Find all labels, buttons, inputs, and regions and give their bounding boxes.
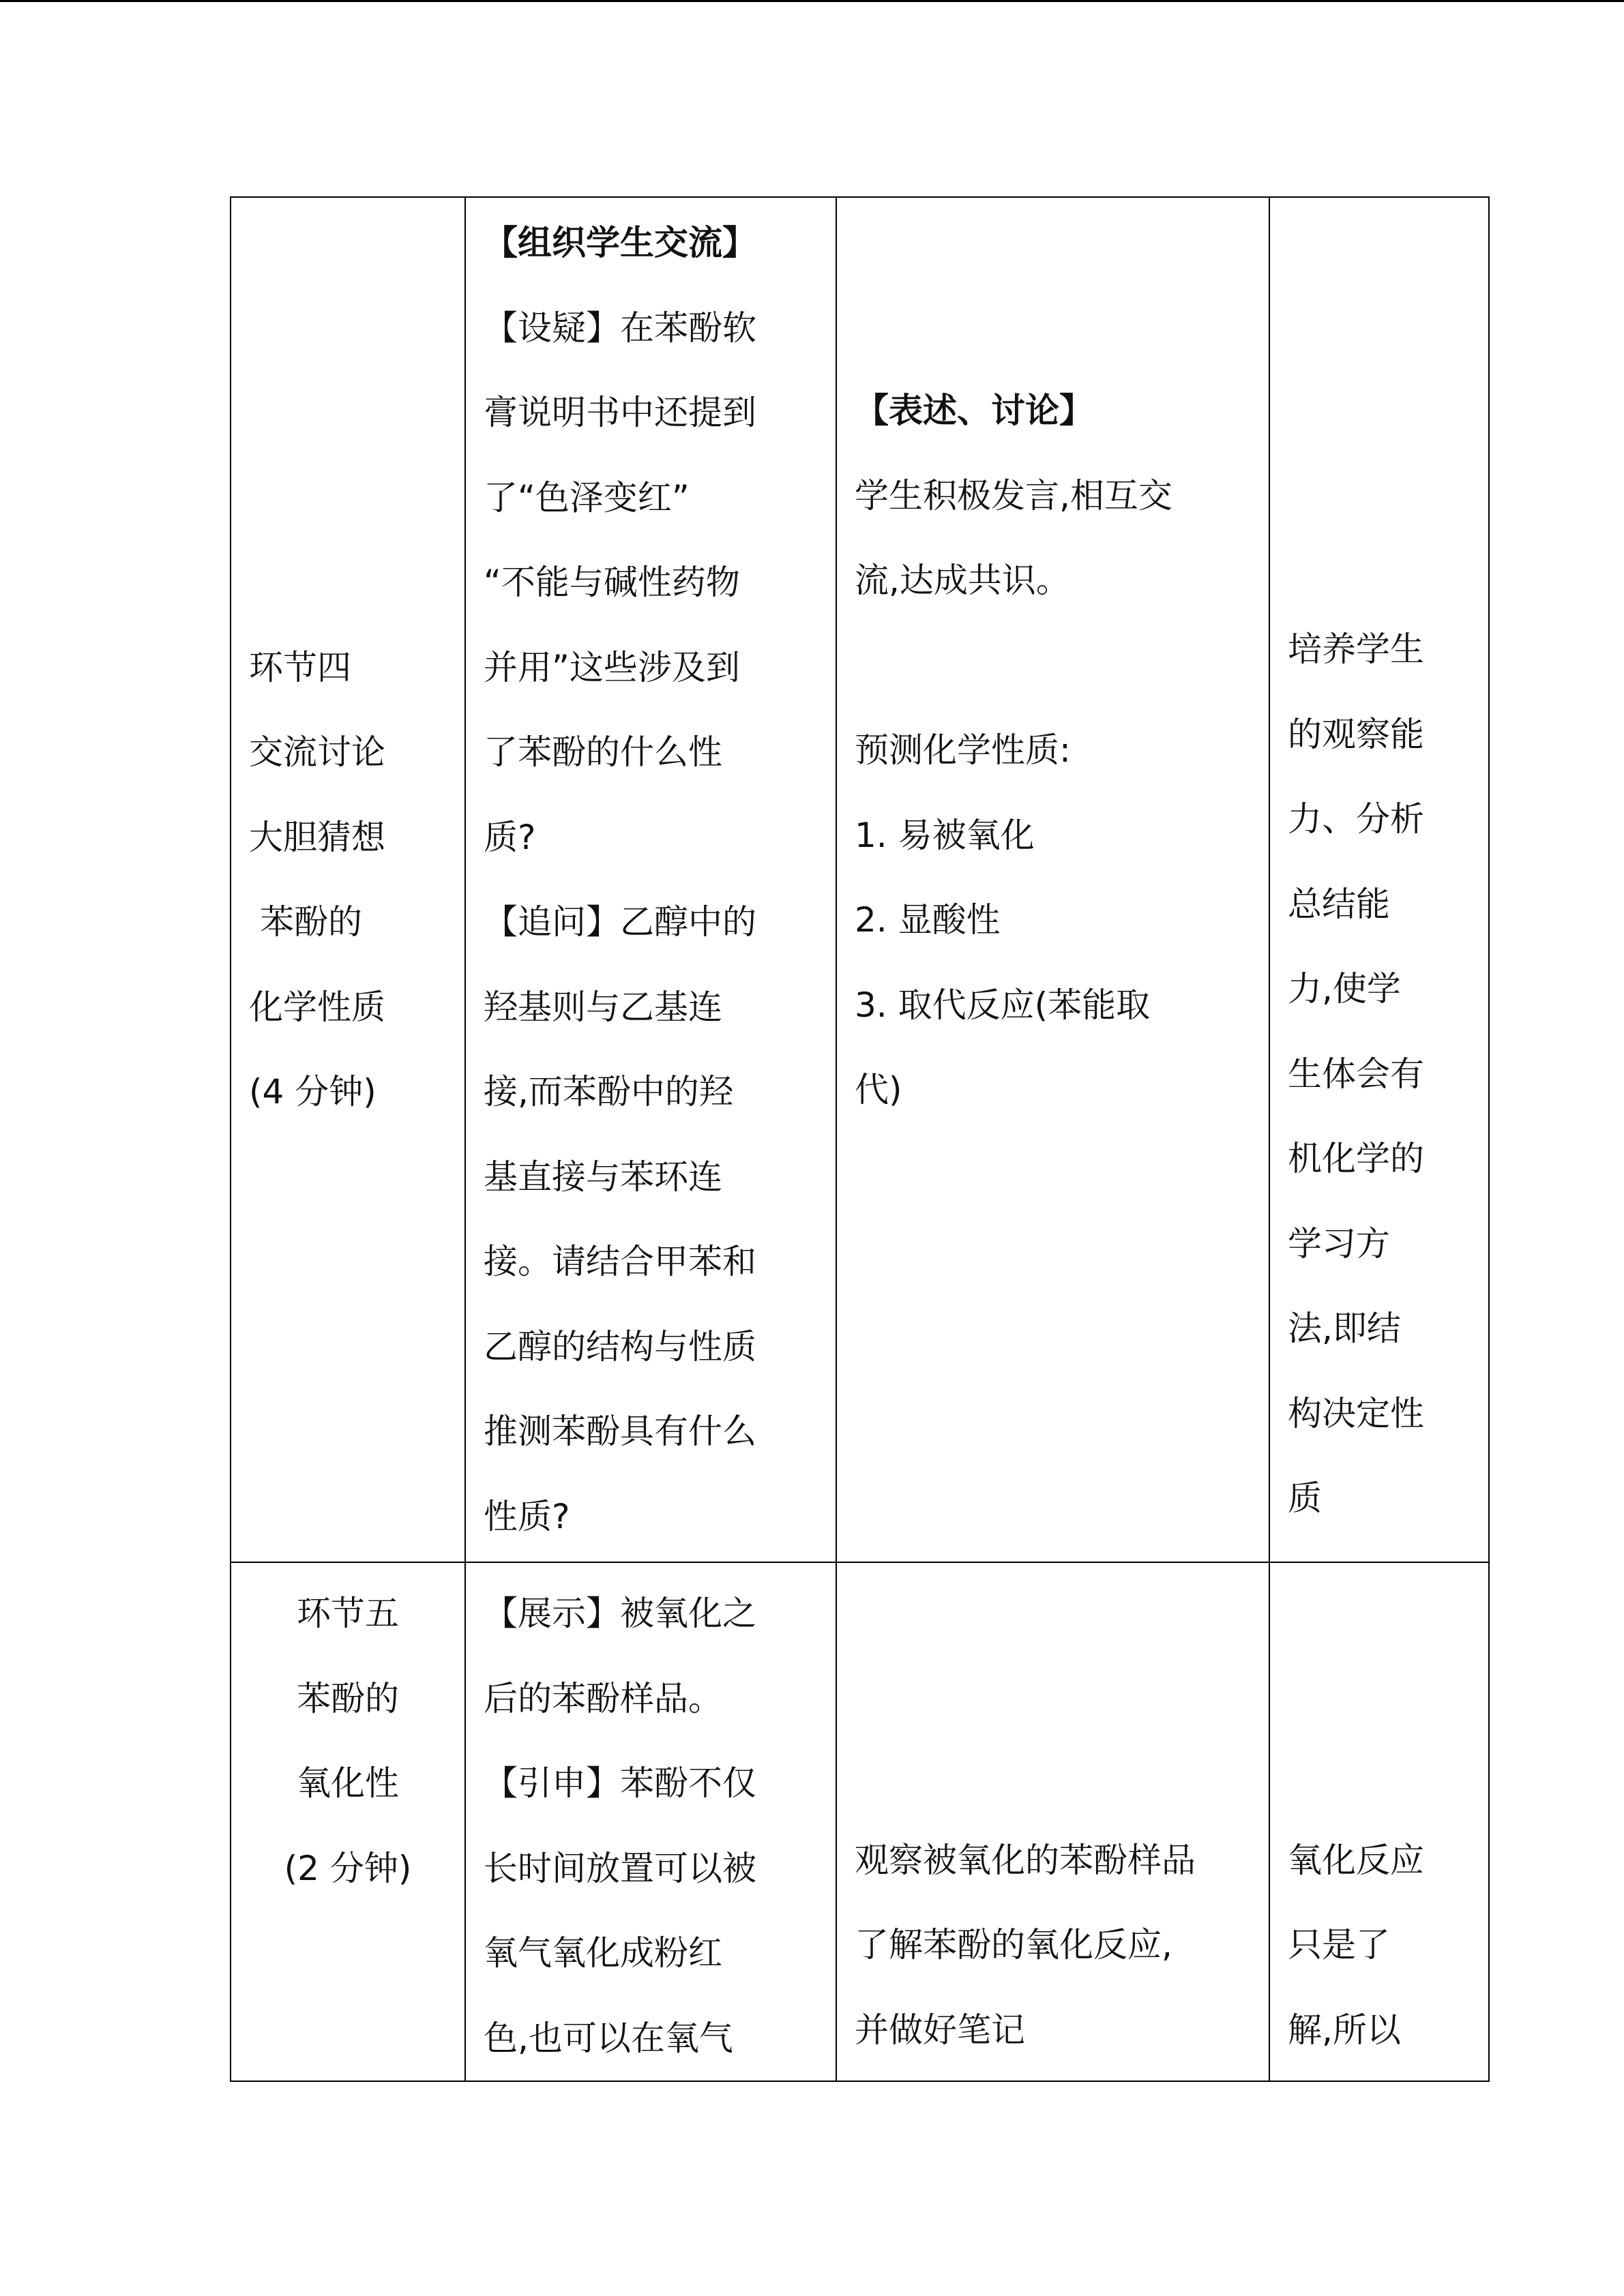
table-row [231, 197, 1489, 1562]
student-line: 了解苯酚的氧化反应, [855, 1925, 1172, 1965]
intent-line: 构决定性 [1288, 1393, 1424, 1433]
teacher-line: 【引申】苯酚不仅 [484, 1763, 756, 1803]
stage-line: 环节五 [297, 1594, 399, 1633]
stage-line: 大胆猜想 [249, 817, 385, 857]
teacher-line: 质? [484, 817, 536, 857]
teacher-line: 了“色泽变红” [484, 477, 690, 518]
student-line: 代) [855, 1070, 902, 1109]
design-intent-cell [1269, 197, 1489, 1562]
teacher-line: 并用”这些涉及到 [484, 647, 740, 687]
teacher-line: 膏说明书中还提到 [484, 393, 756, 432]
stage-cell [231, 197, 465, 1562]
teacher-line: 了苯酚的什么性 [484, 732, 722, 772]
teacher-line: 色,也可以在氧气 [484, 2018, 733, 2058]
stage-line: (4 分钟) [249, 1072, 377, 1112]
stage-line: 苯酚的 [260, 902, 362, 942]
intent-line: 法,即结 [1288, 1309, 1401, 1348]
teacher-line: 【设疑】在苯酚软 [484, 308, 756, 348]
teacher-activity-cell [465, 1562, 836, 2081]
student-line-spacer [855, 623, 1251, 709]
teacher-line: 乙醇的结构与性质 [484, 1326, 756, 1367]
teacher-line: 【展示】被氧化之 [484, 1594, 756, 1633]
intent-line: 机化学的 [1288, 1139, 1424, 1178]
student-line: 并做好笔记 [855, 2010, 1025, 2050]
student-activity-cell [836, 197, 1269, 1562]
teacher-activity-cell [465, 197, 836, 1562]
page-top-border [0, 0, 1624, 2]
teacher-line: 【组织学生交流】 [484, 223, 756, 263]
teacher-line: 【追问】乙醇中的 [484, 902, 756, 942]
table-row [231, 1562, 1489, 2081]
teacher-line: 推测苯酚具有什么 [484, 1412, 756, 1451]
intent-line: 力、分析 [1288, 799, 1424, 839]
student-activity-cell [836, 1562, 1269, 2081]
student-line: 预测化学性质: [855, 730, 1071, 770]
stage-line: 苯酚的 [297, 1678, 399, 1718]
intent-line: 的观察能 [1288, 714, 1424, 754]
student-line: 学生积极发言,相互交 [855, 475, 1172, 516]
teacher-line: 羟基则与乙基连 [484, 987, 722, 1027]
student-line: 2. 显酸性 [855, 900, 1001, 940]
design-intent-cell [1269, 1562, 1489, 2081]
teacher-line: 接,而苯酚中的羟 [484, 1072, 733, 1112]
teacher-line: 性质? [484, 1496, 570, 1536]
stage-line: 氧化性 [297, 1763, 399, 1803]
lesson-plan-table [230, 196, 1490, 2082]
student-line: 流,达成共识。 [855, 561, 1070, 600]
intent-line: 解,所以 [1288, 2010, 1401, 2050]
intent-line: 学习方 [1288, 1223, 1390, 1264]
student-line: 【表述、讨论】 [855, 391, 1093, 430]
teacher-line: 后的苯酚样品。 [484, 1678, 722, 1718]
stage-line: (2 分钟) [284, 1848, 412, 1888]
stage-line: 交流讨论 [249, 732, 385, 772]
student-line: 观察被氧化的苯酚样品 [855, 1840, 1196, 1880]
stage-line: 环节四 [249, 647, 351, 687]
intent-line: 生体会有 [1288, 1054, 1424, 1094]
teacher-line: 氧气氧化成粉红 [484, 1933, 722, 1973]
intent-line: 总结能 [1288, 884, 1390, 924]
teacher-line: 基直接与苯环连 [484, 1157, 722, 1197]
intent-line: 氧化反应 [1288, 1840, 1424, 1880]
teacher-line: 长时间放置可以被 [484, 1848, 756, 1888]
stage-line: 化学性质 [249, 987, 385, 1027]
intent-line: 培养学生 [1288, 629, 1424, 669]
intent-line: 只是了 [1288, 1925, 1390, 1965]
stage-cell [231, 1562, 465, 2081]
student-line: 3. 取代反应(苯能取 [855, 985, 1151, 1025]
intent-line: 力,使学 [1288, 969, 1401, 1009]
teacher-line: 接。请结合甲苯和 [484, 1242, 756, 1281]
intent-line: 质 [1288, 1478, 1322, 1518]
student-line: 1. 易被氧化 [855, 815, 1035, 855]
teacher-line: “不能与碱性药物 [484, 563, 740, 602]
